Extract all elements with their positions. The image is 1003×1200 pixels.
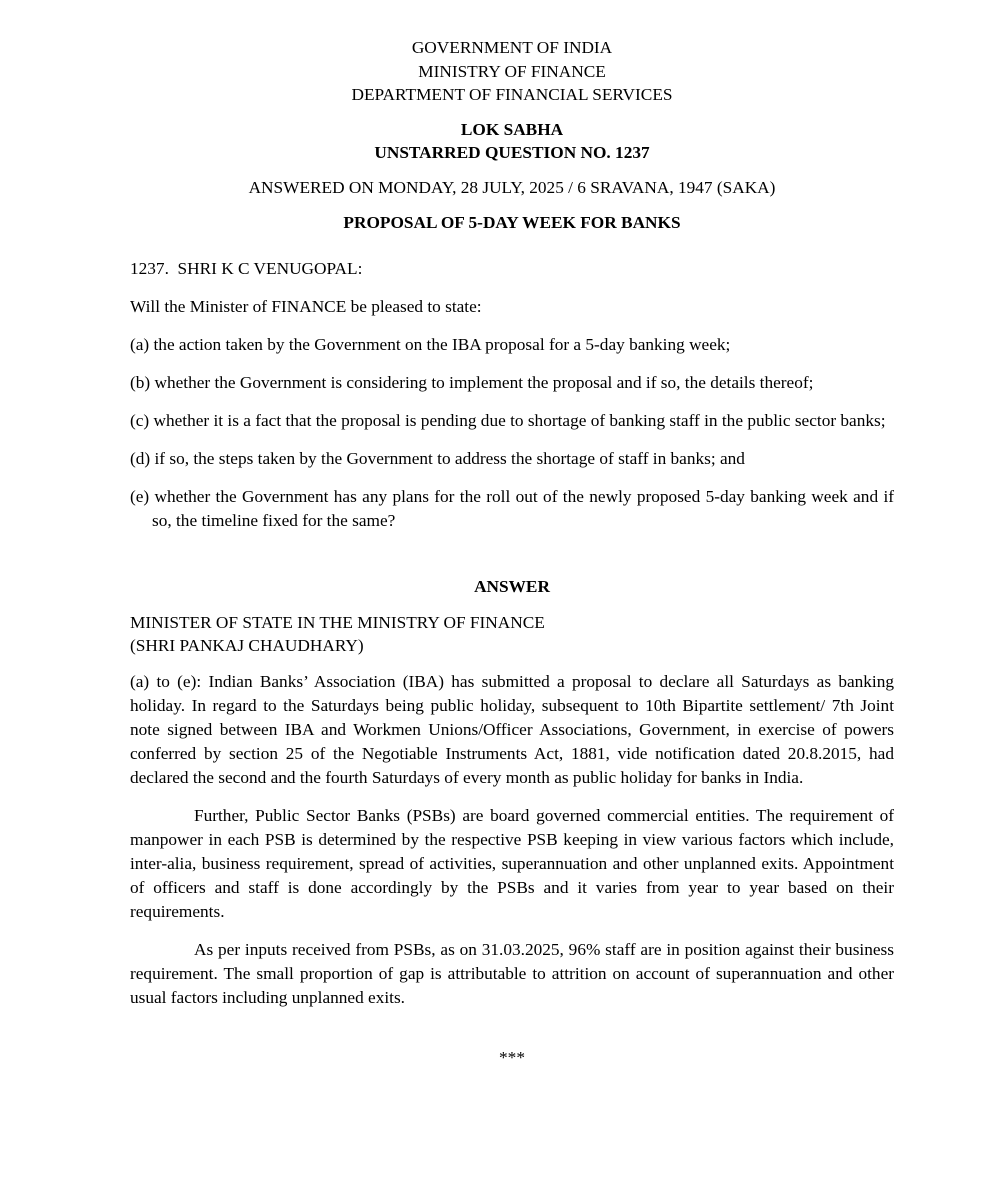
answer-heading: ANSWER <box>474 576 550 596</box>
question-intro: Will the Minister of FINANCE be pleased to state: <box>130 296 482 316</box>
header-department: DEPARTMENT OF FINANCIAL SERVICES <box>351 85 673 104</box>
header-block <box>130 36 894 107</box>
answered-date: ANSWERED ON MONDAY, 28 JULY, 2025 / 6 SRAVANA, 1947 (SAKA) <box>248 177 776 197</box>
house-block <box>130 118 894 165</box>
house-name: LOK SABHA <box>460 119 564 139</box>
answer-paragraph-1: (a) to (e): Indian Banks’ Association (IBA) has submitted a proposal to declare all Saturdays as banking holiday. In regard to the Saturdays being public holiday, subsequent to 10th Bipartite settlement/ 7th Joint note signed between IBA and Workmen Unions/Officer Associations, Government, in exercise of powers conferred by section 25 of the Negotiable Instruments Act, 1881, vide notification dated 20.8.2015, had declared the second and the fourth Saturdays of every month as public holiday for banks in India. <box>130 671 894 787</box>
header-government: GOVERNMENT OF INDIA <box>411 38 613 57</box>
end-mark: *** <box>499 1047 525 1067</box>
subject-title: PROPOSAL OF 5-DAY WEEK FOR BANKS <box>343 212 681 232</box>
minister-title: MINISTER OF STATE IN THE MINISTRY OF FINANCE <box>130 612 545 632</box>
answer-paragraph-2: Further, Public Sector Banks (PSBs) are board governed commercial entities. The requirement of manpower in each PSB is determined by the respective PSB keeping in view various factors which include, inter-alia, business requirement, spread of activities, superannuation and other unplanned exits. Appointment of officers and staff is done accordingly by the PSBs and it varies from year to year based on their requirements. <box>130 805 894 921</box>
question-item-d: (d) if so, the steps taken by the Government to address the shortage of staff in banks; and <box>130 448 745 468</box>
header-ministry: MINISTRY OF FINANCE <box>418 61 606 81</box>
question-item-c: (c) whether it is a fact that the proposal is pending due to shortage of banking staff in the public sector banks; <box>130 410 886 430</box>
question-item-e: (e) whether the Government has any plans for the roll out of the newly proposed 5-day banking week and if so, the timeline fixed for the same? <box>130 486 894 530</box>
minister-block <box>130 611 894 658</box>
question-asker: 1237. SHRI K C VENUGOPAL: <box>130 258 363 278</box>
minister-name: (SHRI PANKAJ CHAUDHARY) <box>130 636 364 655</box>
answer-paragraph-3: As per inputs received from PSBs, as on 31.03.2025, 96% staff are in position against their business requirement. The small proportion of gap is attributable to attrition on account of superannuation and other usual factors including unplanned exits. <box>130 939 894 1007</box>
document-page <box>130 36 894 1070</box>
question-item-b: (b) whether the Government is considering to implement the proposal and if so, the details thereof; <box>130 372 814 392</box>
question-number: UNSTARRED QUESTION NO. 1237 <box>374 143 650 162</box>
question-item-a: (a) the action taken by the Government on the IBA proposal for a 5-day banking week; <box>130 334 731 354</box>
